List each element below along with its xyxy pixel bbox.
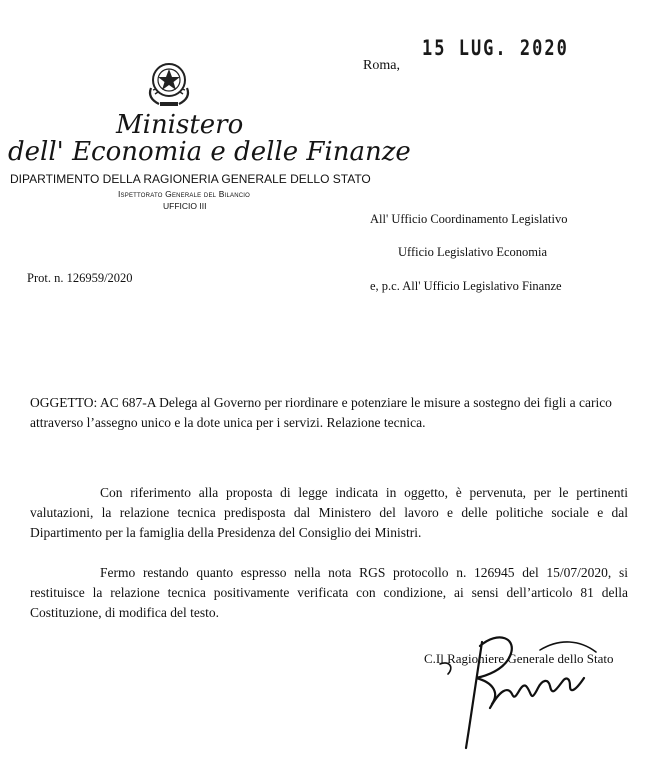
ministry-name-line2: dell' Economia e delle Finanze [8,137,411,167]
protocol-number: Prot. n. 126959/2020 [27,271,133,285]
office-name: UFFICIO III [163,201,207,211]
body-paragraph: Fermo restando quanto espresso nella nota RGS protocollo n. 126945 del 15/07/2020, si restituisce la relazione tecnica positivamente verificata con condizione, ai sensi dell’articolo 81 della Costituzione, di modifica del testo. [30,565,628,620]
inspectorate-name: Ispettorato Generale del Bilancio [118,189,251,199]
recipient-line: e, p.c. All' Ufficio Legislativo Finanze [370,279,562,293]
recipient-line: Ufficio Legislativo Economia [398,245,548,259]
department-name: DIPARTIMENTO DELLA RAGIONERIA GENERALE DELLO STATO [10,172,371,186]
subject-paragraph: OGGETTO: AC 687-A Delega al Governo per riordinare e potenziare le misure a sostegno dei figli a carico attraverso l’assegno unico e la dote unica per i servizi. Relazione tecnica. [30,395,612,430]
body-paragraph: Con riferimento alla proposta di legge indicata in oggetto, è pervenuta, per le pertinenti valutazioni, la relazione tecnica predisposta dal Ministero del lavoro e delle politiche sociale e dal Dipartimento per la famiglia della Presidenza del Consiglio dei Ministri. [30,485,628,540]
city-dateline: Roma, [363,58,400,73]
signer-name: Il Ragioniere Generale dello Stato [435,651,614,666]
recipient-line: All' Ufficio Coordinamento Legislativo [370,212,568,226]
ministry-name-line1: Ministero [116,110,244,140]
date-stamp: 15 LUG. 2020 [422,36,569,61]
handwritten-signature-icon [420,620,610,760]
signer-prefix: C. [424,651,436,666]
italian-republic-emblem-icon [145,58,193,108]
